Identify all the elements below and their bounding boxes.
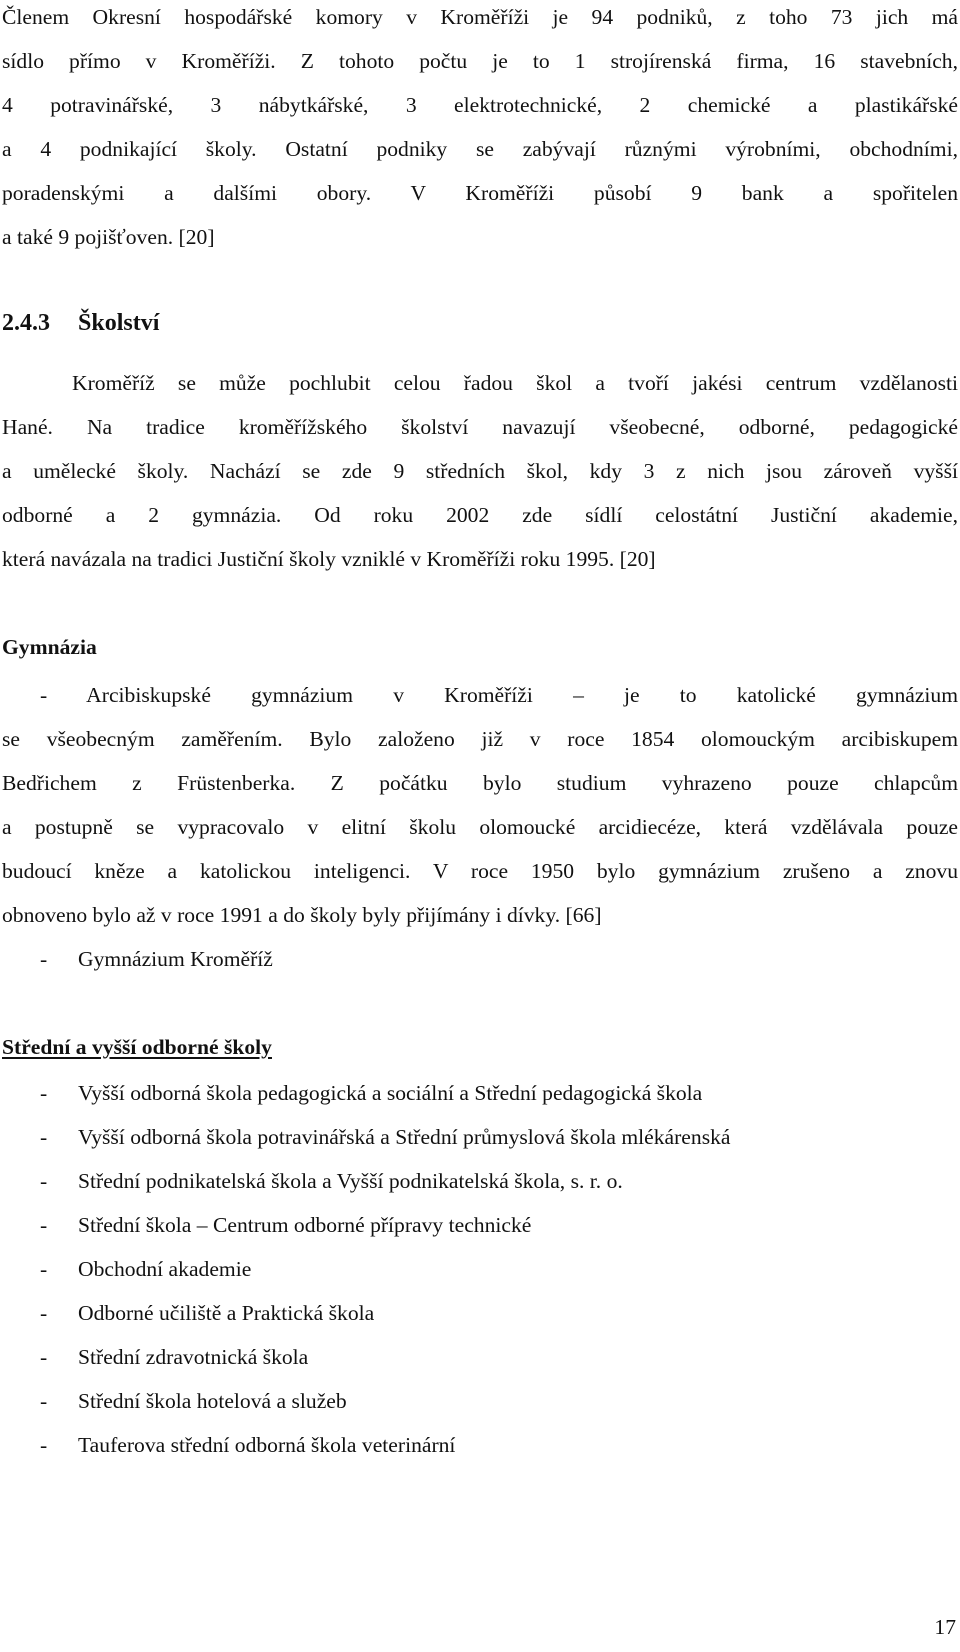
section-title: Školství — [78, 310, 160, 336]
list-item-text: Tauferova střední odborná škola veterinární — [78, 1433, 456, 1457]
list-item — [40, 1342, 960, 1372]
section-line: která navázala na tradici Justiční školy vzniklé v Kroměříži roku 1995. [20] — [2, 547, 656, 571]
stredni-heading: Střední a vyšší odborné školy — [2, 1035, 272, 1059]
bullet: - — [40, 1213, 48, 1237]
list-item-text: Střední podnikatelská škola a Vyšší podnikatelská škola, s. r. o. — [78, 1169, 623, 1193]
page-number: 17 — [934, 1615, 956, 1639]
section-line: odborné a 2 gymnázia. Od roku 2002 zde sídlí celostátní Justiční akademie, — [2, 503, 958, 527]
list-item — [40, 1298, 960, 1328]
intro-line: 4 potravinářské, 3 nábytkářské, 3 elektrotechnické, 2 chemické a plastikářské — [2, 93, 958, 117]
list-item — [40, 944, 960, 974]
intro-line: Členem Okresní hospodářské komory v Kroměříži je 94 podniků, z toho 73 jich má — [2, 5, 958, 29]
list-item-text: Gymnázium Kroměříž — [78, 947, 273, 971]
intro-line: poradenskými a dalšími obory. V Kroměříži působí 9 bank a spořitelen — [2, 181, 958, 205]
section-number: 2.4.3 — [2, 310, 50, 336]
bullet: - — [40, 1301, 48, 1325]
gymnazia-heading: Gymnázia — [2, 635, 97, 659]
bullet: - — [40, 1345, 48, 1369]
gymnazia-line: a postupně se vypracovalo v elitní školu olomoucké arcidiecéze, která vzdělávala pouze — [2, 815, 958, 839]
list-item — [40, 1166, 960, 1196]
section-line: Kroměříž se může pochlubit celou řadou škol a tvoří jakési centrum vzdělanosti — [72, 371, 958, 395]
bullet: - — [40, 1169, 48, 1193]
gymnazia-line: se všeobecným zaměřením. Bylo založeno již v roce 1854 olomouckým arcibiskupem — [2, 727, 958, 751]
list-item-text: Střední škola – Centrum odborné přípravy technické — [78, 1213, 532, 1237]
list-item-text: Vyšší odborná škola pedagogická a sociální a Střední pedagogická škola — [78, 1081, 703, 1105]
list-item-text: Střední škola hotelová a služeb — [78, 1389, 347, 1413]
bullet: - — [40, 947, 48, 971]
bullet: - — [40, 1125, 48, 1149]
section-line: Hané. Na tradice kroměřížského školství navazují všeobecné, odborné, pedagogické — [2, 415, 958, 439]
list-item — [40, 1210, 960, 1240]
list-item-text: Vyšší odborná škola potravinářská a Střední průmyslová škola mlékárenská — [78, 1125, 731, 1149]
bullet: - — [40, 1433, 48, 1457]
intro-line: sídlo přímo v Kroměříži. Z tohoto počtu je to 1 strojírenská firma, 16 stavebních, — [2, 49, 958, 73]
intro-line: a 4 podnikající školy. Ostatní podniky se zabývají různými výrobními, obchodními, — [2, 137, 958, 161]
list-item-text: Střední zdravotnická škola — [78, 1345, 309, 1369]
list-item — [40, 1122, 960, 1152]
gymnazia-line: Bedřichem z Früstenberka. Z počátku bylo studium vyhrazeno pouze chlapcům — [2, 771, 958, 795]
intro-line: a také 9 pojišťoven. [20] — [2, 225, 215, 249]
section-line: a umělecké školy. Nachází se zde 9 středních škol, kdy 3 z nich jsou zároveň vyšší — [2, 459, 958, 483]
bullet: - — [40, 1257, 48, 1281]
list-item-text: Odborné učiliště a Praktická škola — [78, 1301, 375, 1325]
gymnazia-line: - Arcibiskupské gymnázium v Kroměříži – je to katolické gymnázium — [40, 683, 958, 707]
list-item — [40, 1386, 960, 1416]
list-item — [40, 1430, 960, 1460]
list-item — [40, 1254, 960, 1284]
list-item — [40, 1078, 960, 1108]
bullet: - — [40, 1081, 48, 1105]
section-heading — [2, 308, 958, 338]
list-item-text: Obchodní akademie — [78, 1257, 252, 1281]
gymnazia-line: budoucí kněze a katolickou inteligenci. V roce 1950 bylo gymnázium zrušeno a znovu — [2, 859, 958, 883]
gymnazia-line: obnoveno bylo až v roce 1991 a do školy byly přijímány i dívky. [66] — [2, 903, 602, 927]
bullet: - — [40, 1389, 48, 1413]
